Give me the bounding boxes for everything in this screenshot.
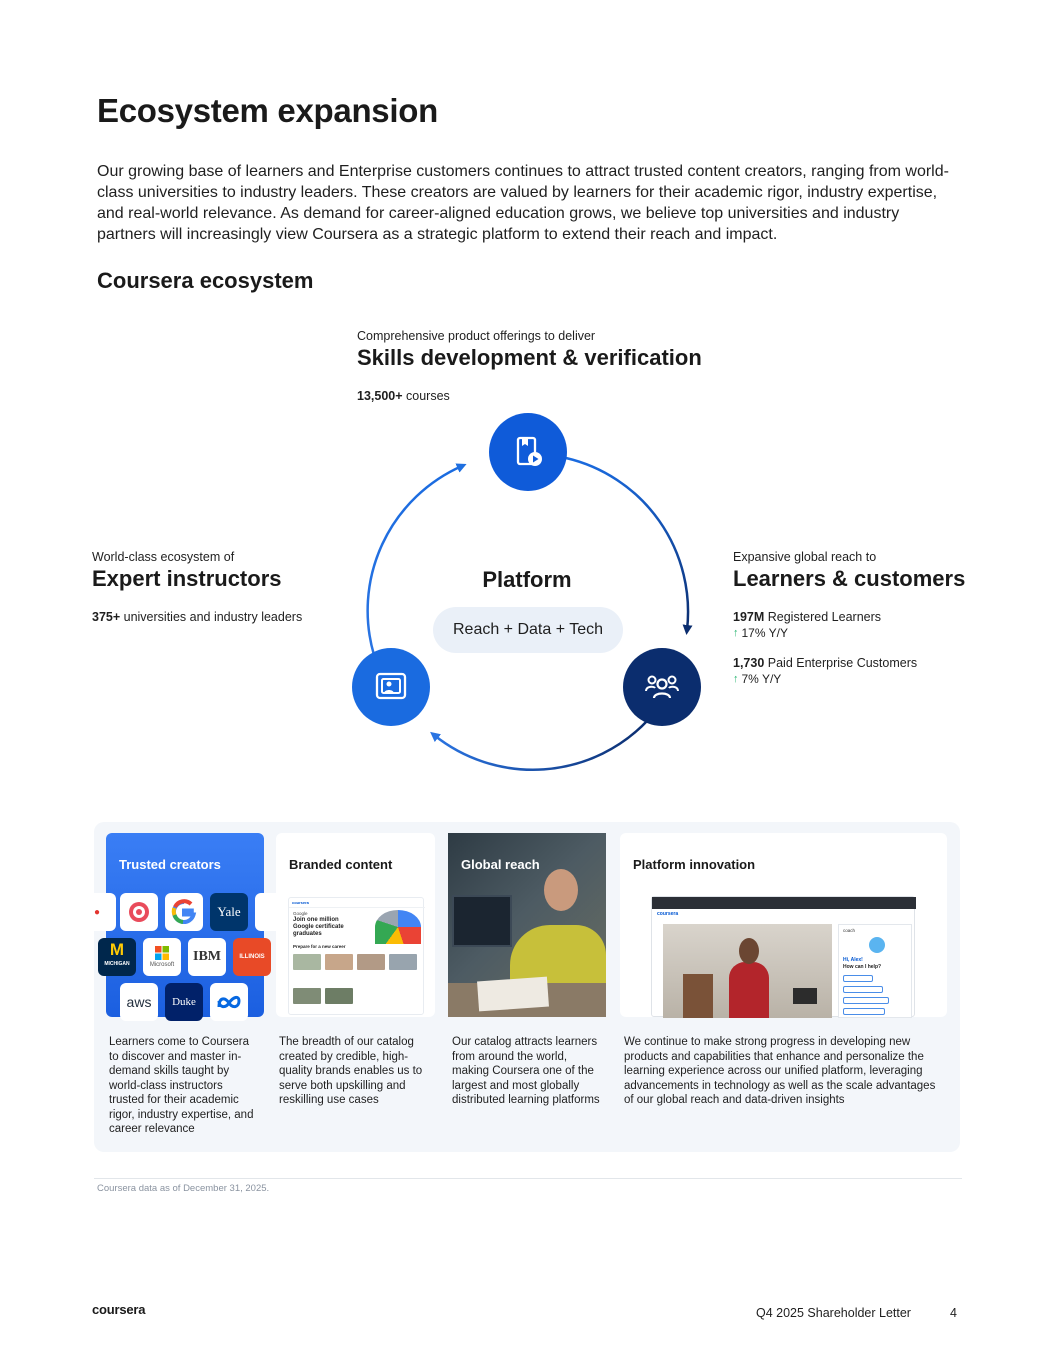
learners-circle — [623, 648, 701, 726]
global-reach-card — [448, 833, 606, 1017]
page-title: Ecosystem expansion — [97, 92, 438, 129]
coach-panel — [838, 924, 912, 1018]
arrow-skills-to-learners — [566, 458, 688, 630]
mock-course-thumb — [325, 988, 353, 1004]
duke-logo-tile — [165, 983, 203, 1021]
skills-circle — [489, 413, 567, 491]
mock-course-thumb — [357, 954, 385, 970]
learners-heading: Learners & customers — [733, 566, 966, 591]
video-presenter-body — [729, 962, 769, 1018]
mock-section-title: Prepare for a new career — [293, 944, 346, 949]
mock-video — [663, 924, 832, 1018]
card-title: Branded content — [289, 857, 393, 872]
mock-course-thumb — [389, 954, 417, 970]
video-book-icon — [510, 434, 546, 470]
partners-value: 375+ — [92, 610, 121, 624]
registered-learners-value: 197M — [733, 610, 765, 624]
meta-logo-tile — [210, 983, 248, 1021]
michigan-m-glyph: M — [109, 940, 125, 959]
red-logo-tile: ● — [78, 893, 116, 931]
video-laptop — [793, 988, 817, 1004]
microsoft-logo-icon — [155, 946, 169, 960]
coach-suggestion-chip — [843, 986, 883, 993]
coach-suggestion-chip — [843, 975, 873, 982]
instructors-node — [92, 550, 352, 624]
coursera-logo: coursera — [92, 1302, 146, 1317]
partners-label: universities and industry leaders — [120, 610, 303, 624]
learners-caption: Expansive global reach to — [733, 550, 877, 564]
customers-growth — [733, 672, 993, 686]
branded-content-card — [276, 833, 435, 1017]
learners-node — [733, 550, 993, 686]
yale-logo-tile — [210, 893, 248, 931]
up-arrow-icon: ↑ — [733, 673, 739, 685]
skills-node — [357, 329, 777, 403]
photo-laptop — [452, 895, 512, 947]
instructors-caption: World-class ecosystem of — [92, 550, 235, 564]
michigan-logo-text: MICHIGAN — [104, 961, 130, 967]
enterprise-customers-value: 1,730 — [733, 656, 765, 670]
intro-paragraph: Our growing base of learners and Enterprise customers continues to attract trusted content creators, ranging from world-class universities to industry leaders. These creators are valued by learners for their academic rigor, industry expertise, and real-world relevance. As demand for career-aligned education grows, we believe top universities and industry partners will increasingly view Coursera as a strategic platform to extend their reach and impact. — [97, 163, 949, 243]
mock-course-thumb — [325, 954, 353, 970]
skills-heading: Skills development & verification — [357, 345, 702, 370]
google-logo-icon — [171, 899, 197, 925]
presenter-board-icon — [373, 669, 409, 705]
card-title: Platform innovation — [633, 857, 756, 872]
card-title: Global reach — [461, 857, 540, 872]
meta-logo-icon — [216, 994, 242, 1010]
platform-innovation-card — [620, 833, 947, 1017]
instructors-heading: Expert instructors — [92, 566, 282, 591]
microsoft-logo-tile — [143, 938, 181, 976]
card-title: Trusted creators — [119, 857, 221, 872]
mock-brand: coursera — [657, 911, 679, 917]
aws-logo-text: aws — [126, 994, 152, 1010]
courses-label: courses — [402, 389, 450, 403]
illinois-logo-tile — [233, 938, 271, 976]
page-number: 4 — [950, 1306, 957, 1320]
global-reach-desc: Our catalog attracts learners from around the world, making Coursera one of the largest and most globally distributed learning platforms — [452, 1036, 600, 1106]
michigan-logo-tile — [98, 938, 136, 976]
mock-course-thumb — [293, 954, 321, 970]
footnote: Coursera data as of December 31, 2025. — [97, 1183, 270, 1194]
registered-learners-label: Registered Learners — [764, 610, 882, 624]
mock-window-bar — [652, 897, 916, 909]
branded-content-desc: The breadth of our catalog created by credible, high-quality brands enables us to serve both upskilling and reskilling use cases — [279, 1036, 423, 1106]
learners-growth — [733, 626, 993, 640]
enterprise-customers-stat — [733, 656, 993, 670]
platform-innovation-desc: We continue to make strong progress in developing new products and capabilities that enhance and personalize the learning experience across our unified platform, leveraging advancements in technology as well as the scale advantages of our global reach and data-driven insights — [624, 1036, 936, 1106]
footer-letter-title: Q4 2025 Shareholder Letter — [756, 1306, 911, 1320]
platform-pill: Reach + Data + Tech — [433, 607, 623, 653]
google-certificate-screenshot — [288, 897, 424, 1015]
skills-caption: Comprehensive product offerings to deliver — [357, 329, 596, 343]
trusted-creators-desc: Learners come to Coursera to discover and master in-demand skills taught by world-class instructors trusted for their academic rigor, industry expertise, and career relevance — [109, 1036, 254, 1135]
courses-value: 13,500+ — [357, 389, 403, 403]
learners-growth-value: 17% Y/Y — [741, 626, 788, 640]
coach-suggestion-chip — [843, 1008, 885, 1015]
photo-paper — [477, 977, 549, 1012]
video-shelf — [683, 974, 713, 1018]
up-arrow-icon: ↑ — [733, 627, 739, 639]
platform-title: Platform — [482, 567, 572, 592]
mock-course-thumb — [293, 988, 321, 1004]
partner-logo-tile — [120, 893, 158, 931]
registered-learners-stat — [733, 610, 993, 624]
mock-headline: Join one million Google certificate graduates — [293, 917, 344, 937]
mock-company-label: Google — [293, 911, 308, 916]
footnote-divider — [94, 1178, 962, 1179]
enterprise-customers-label: Paid Enterprise Customers — [764, 656, 918, 670]
coach-question: How can I help? — [843, 964, 882, 970]
aws-logo-tile — [120, 983, 158, 1021]
concentric-logo-icon — [127, 900, 151, 924]
arrow-learners-to-instructors — [434, 720, 648, 770]
coach-greeting: Hi, Alex! — [843, 957, 863, 963]
mock-hero-shape — [375, 910, 421, 944]
photo-head — [544, 869, 578, 911]
mock-browser-bar: coursera — [289, 898, 425, 908]
ibm-logo-tile — [188, 938, 226, 976]
google-logo-tile — [165, 893, 203, 931]
yale-logo-text: Yale — [217, 904, 241, 919]
coach-mascot-icon — [869, 937, 885, 953]
partners-stat — [92, 610, 352, 624]
people-group-icon — [643, 669, 681, 705]
trusted-creators-card — [93, 833, 265, 1017]
illinois-logo-text: ILLINOIS — [239, 954, 265, 960]
ibm-logo-text: IBM — [193, 949, 221, 964]
customers-growth-value: 7% Y/Y — [741, 672, 782, 686]
coach-suggestion-chip — [843, 997, 889, 1004]
duke-logo-text: Duke — [172, 996, 196, 1008]
coach-panel-title: coach — [843, 928, 856, 933]
microsoft-logo-text: Microsoft — [149, 962, 175, 968]
coach-screenshot — [651, 896, 915, 1017]
instructors-circle — [352, 648, 430, 726]
section-title: Coursera ecosystem — [97, 268, 314, 293]
video-presenter-head — [739, 938, 759, 964]
